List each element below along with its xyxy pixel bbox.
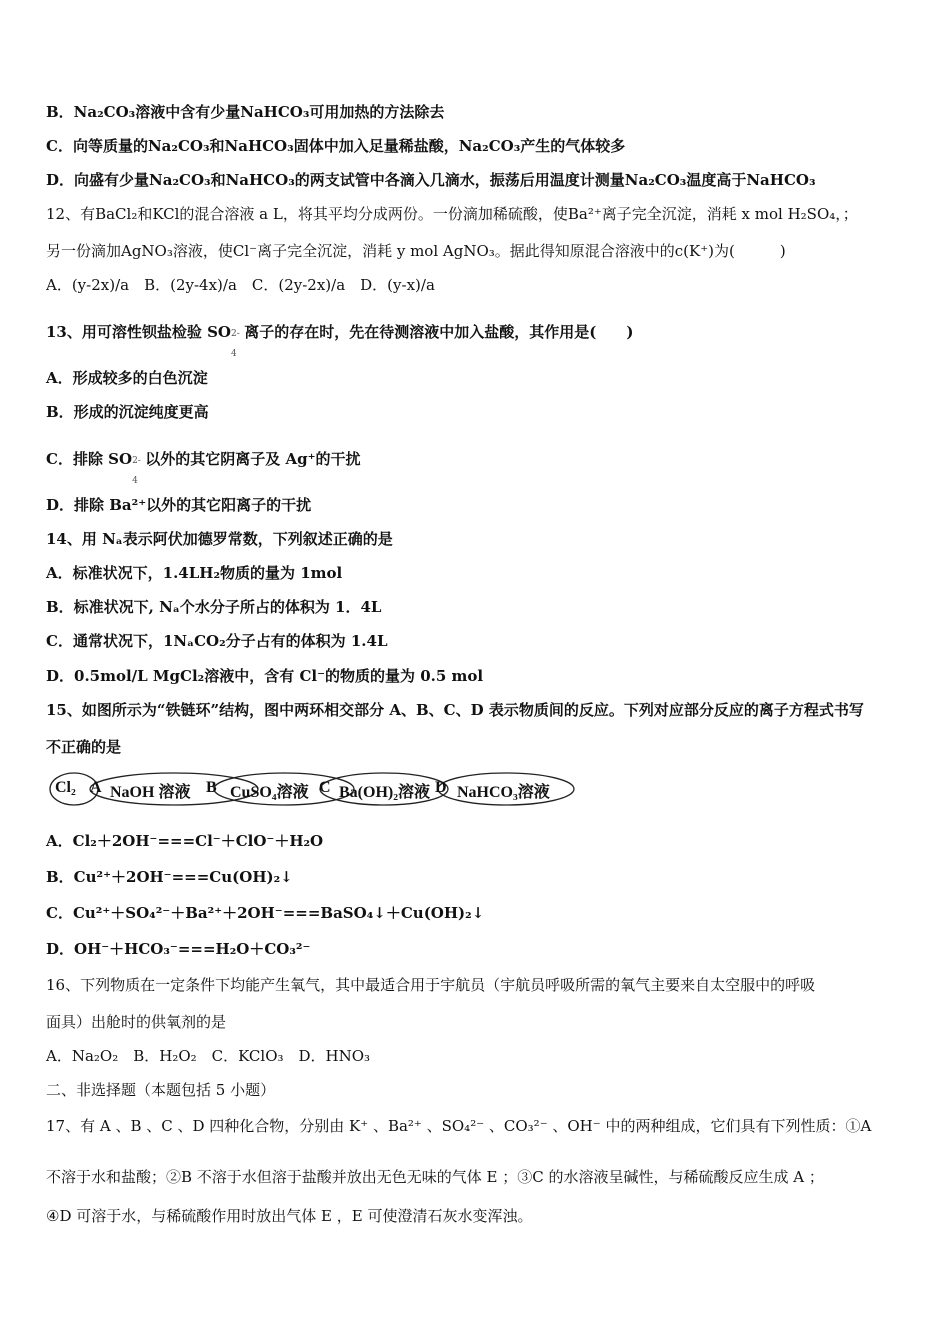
- chain-nahco3: NaHCO₃溶液: [457, 784, 550, 801]
- q13-option-a: A．形成较多的白色沉淀: [46, 369, 208, 387]
- q16-stem-line1: 16、下列物质在一定条件下均能产生氧气，其中最适合用于宇航员（宇航员呼吸所需的氧气主要来自太空服中的呼吸: [46, 976, 816, 994]
- q13-option-d: D．排除 Ba²⁺以外的其它阳离子的干扰: [46, 496, 312, 514]
- q13-stem: [46, 321, 634, 359]
- chain-label-c: C: [319, 779, 331, 796]
- sulfate-charge: 2-: [231, 329, 240, 339]
- q16-options: A．Na₂O₂ B．H₂O₂ C．KClO₃ D．HNO₃: [46, 1047, 371, 1065]
- q13-stem-pre: 13、用可溶性钡盐检验 SO: [46, 323, 231, 341]
- sulfate-subscript: 4: [231, 349, 237, 359]
- q13-option-c-pre: C．排除 SO: [46, 450, 133, 468]
- q14-option-c: C．通常状况下，1NₐCO₂分子占有的体积为 1.4L: [46, 632, 388, 650]
- q14-option-d: D．0.5mol/L MgCl₂溶液中，含有 Cl⁻的物质的量为 0.5 mol: [46, 667, 484, 685]
- q14-option-b: B．标准状况下, Nₐ个水分子所占的体积为 1．4L: [46, 598, 382, 616]
- section-title-nonchoice: 二、非选择题（本题包括 5 小题）: [46, 1081, 276, 1099]
- q14-option-a: A．标准状况下，1.4LH₂物质的量为 1mol: [46, 564, 343, 582]
- q12-options: A．(y-2x)/a B．(2y-4x)/a C．(2y-2x)/a D．(y-x)/a: [46, 276, 435, 294]
- q15-stem-line2: 不正确的是: [46, 738, 122, 756]
- q13-option-c-post: 以外的其它阴离子及 Ag⁺的干扰: [140, 450, 361, 468]
- chain-cuso4: CuSO₄溶液: [230, 784, 309, 801]
- iron-chain-diagram: [46, 768, 586, 810]
- q15-option-c: C．Cu²⁺＋SO₄²⁻＋Ba²⁺＋2OH⁻===BaSO₄↓＋Cu(OH)₂↓: [46, 904, 485, 922]
- q17-stem-line2: 不溶于水和盐酸；②B 不溶于水但溶于盐酸并放出无色无味的气体 E ；③C 的水溶液呈碱性，与稀硫酸反应生成 A ；: [46, 1168, 824, 1186]
- q12-stem-line2: 另一份滴加AgNO₃溶液，使Cl⁻离子完全沉淀，消耗 y mol AgNO₃。据此得知原混合溶液中的c(K⁺)为( ): [46, 242, 786, 260]
- q11-option-d: D．向盛有少量Na₂CO₃和NaHCO₃的两支试管中各滴入几滴水，振荡后用温度计测量Na₂CO₃温度高于NaHCO₃: [46, 171, 816, 189]
- q15-option-a: A．Cl₂＋2OH⁻===Cl⁻＋ClO⁻＋H₂O: [46, 832, 324, 850]
- q13-option-b: B．形成的沉淀纯度更高: [46, 403, 209, 421]
- q15-stem-line1: 15、如图所示为“铁链环”结构，图中两环相交部分 A、B、C、D 表示物质间的反应。下列对应部分反应的离子方程式书写: [46, 701, 864, 719]
- sulfate-charge: 2-: [132, 456, 141, 466]
- chain-cl2: Cl₂: [55, 779, 76, 796]
- q15-option-d: D．OH⁻＋HCO₃⁻===H₂O＋CO₃²⁻: [46, 940, 311, 958]
- q15-option-b: B．Cu²⁺＋2OH⁻===Cu(OH)₂↓: [46, 868, 293, 886]
- q17-stem-line1: 17、有 A 、B 、C 、D 四种化合物，分别由 K⁺ 、Ba²⁺ 、SO₄²⁻ 、CO₃²⁻ 、OH⁻ 中的两种组成，它们具有下列性质：①A: [46, 1117, 872, 1135]
- chain-label-b: B: [206, 779, 217, 796]
- q14-stem: 14、用 Nₐ表示阿伏加德罗常数，下列叙述正确的是: [46, 530, 393, 548]
- chain-baoh2: Ba(OH)₂溶液: [339, 784, 431, 801]
- q11-option-b: B．Na₂CO₃溶液中含有少量NaHCO₃可用加热的方法除去: [46, 103, 445, 121]
- sulfate-subscript: 4: [132, 476, 138, 486]
- q13-stem-post: 离子的存在时，先在待测溶液中加入盐酸，其作用是( ): [239, 323, 634, 341]
- q17-stem-line3: ④D 可溶于水，与稀硫酸作用时放出气体 E ，E 可使澄清石灰水变浑浊。: [46, 1207, 533, 1225]
- q11-option-c: C．向等质量的Na₂CO₃和NaHCO₃固体中加入足量稀盐酸，Na₂CO₃产生的气体较多: [46, 137, 626, 155]
- q13-option-c: [46, 448, 361, 486]
- q12-stem-line1: 12、有BaCl₂和KCl的混合溶液 a L，将其平均分成两份。一份滴加稀硫酸，使Ba²⁺离子完全沉淀，消耗 x mol H₂SO₄，；: [46, 205, 858, 223]
- chain-label-a: A: [90, 779, 102, 796]
- chain-naoh: NaOH 溶液: [110, 784, 191, 801]
- chain-label-d: D: [435, 779, 447, 796]
- q16-stem-line2: 面具）出舱时的供氧剂的是: [46, 1013, 227, 1031]
